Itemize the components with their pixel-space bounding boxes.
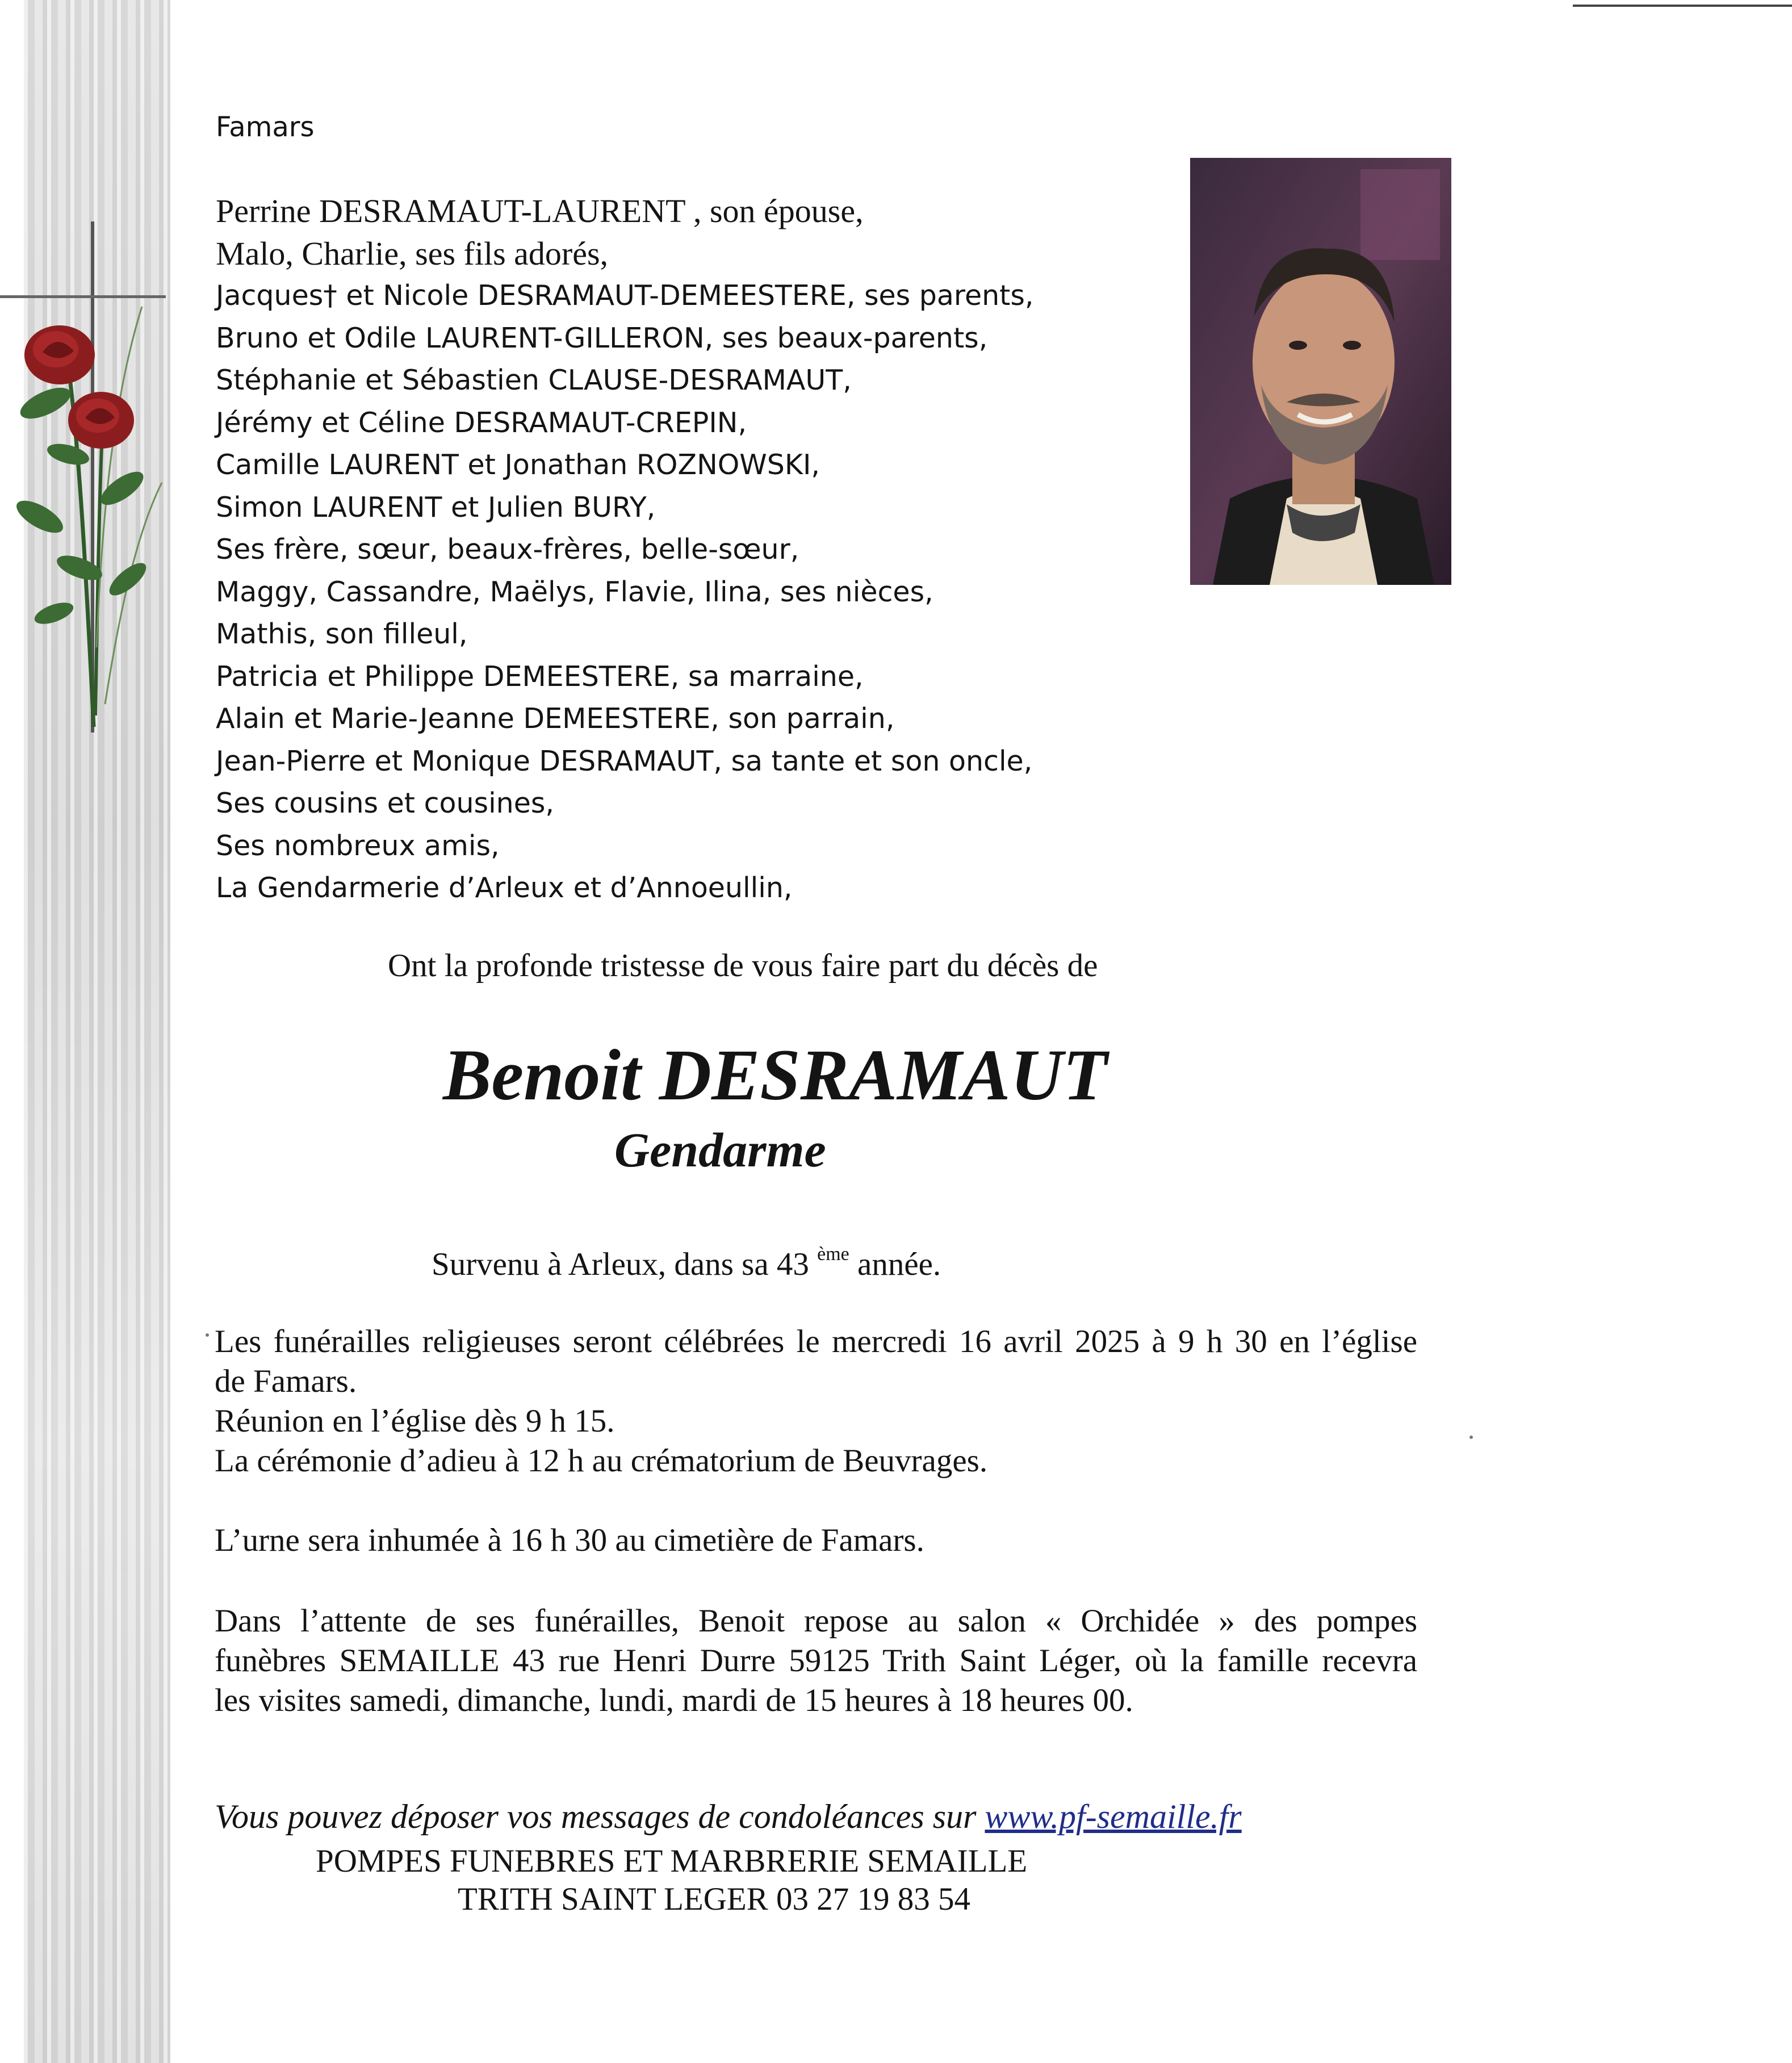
condolences-line bbox=[215, 1797, 1242, 1836]
visits-line: Dans l’attente de ses funérailles, Benoit repose au salon « Orchidée » des pompes bbox=[215, 1603, 1417, 1639]
urn-line: L’urne sera inhumée à 16 h 30 au cimetière de Famars. bbox=[215, 1522, 924, 1558]
condolences-link[interactable]: www.pf-semaille.fr bbox=[985, 1798, 1242, 1835]
age-line-text: Survenu à Arleux, dans sa 43 bbox=[432, 1246, 818, 1282]
family-line: Bruno et Odile LAURENT-GILLERON, ses beaux-parents, bbox=[216, 321, 988, 354]
family-line: Ses cousins et cousines, bbox=[216, 787, 554, 819]
age-line bbox=[432, 1244, 941, 1283]
family-line: Jacques† et Nicole DESRAMAUT-DEMEESTERE, ses parents, bbox=[216, 279, 1034, 312]
announcement-text: Ont la profonde tristesse de vous faire part du décès de bbox=[388, 948, 1098, 984]
funeral-line: de Famars. bbox=[215, 1363, 357, 1399]
family-line: Mathis, son filleul, bbox=[216, 618, 468, 650]
funeral-home-name: POMPES FUNEBRES ET MARBRERIE SEMAILLE bbox=[316, 1843, 1028, 1879]
family-line: Patricia et Philippe DEMEESTERE, sa marraine, bbox=[216, 660, 864, 693]
family-line: Jean-Pierre et Monique DESRAMAUT, sa tante et son oncle, bbox=[216, 744, 1033, 777]
family-line: Jérémy et Céline DESRAMAUT-CREPIN, bbox=[216, 406, 747, 439]
scan-speck bbox=[206, 1333, 209, 1337]
family-line: Maggy, Cassandre, Maëlys, Flavie, Ilina, ses nièces, bbox=[216, 575, 933, 608]
funeral-line: Les funérailles religieuses seront célébrées le mercredi 16 avril 2025 à 9 h 30 en l’église bbox=[215, 1324, 1417, 1359]
condolences-text: Vous pouvez déposer vos messages de condoléances sur bbox=[215, 1798, 985, 1835]
family-members-list bbox=[216, 190, 1181, 910]
age-line-superscript: ème bbox=[817, 1244, 849, 1265]
visits-line: les visites samedi, dimanche, lundi, mardi de 15 heures à 18 heures 00. bbox=[215, 1683, 1133, 1718]
locality-heading: Famars bbox=[216, 111, 315, 143]
visits-line: funèbres SEMAILLE 43 rue Henri Durre 59125 Trith Saint Léger, où la famille recevra bbox=[215, 1643, 1417, 1679]
scan-speck bbox=[1469, 1436, 1473, 1439]
funeral-line: La cérémonie d’adieu à 12 h au crématorium de Beuvrages. bbox=[215, 1443, 988, 1479]
family-line: Alain et Marie-Jeanne DEMEESTERE, son parrain, bbox=[216, 702, 895, 735]
age-line-end: année. bbox=[849, 1246, 941, 1282]
deceased-title: Gendarme bbox=[614, 1123, 826, 1177]
family-line: Simon LAURENT et Julien BURY, bbox=[216, 491, 656, 524]
family-line: Malo, Charlie, ses fils adorés, bbox=[216, 235, 609, 272]
family-line: Ses nombreux amis, bbox=[216, 829, 500, 862]
portrait-photo bbox=[1190, 158, 1451, 585]
family-line: Perrine DESRAMAUT-LAURENT , son épouse, bbox=[216, 193, 864, 229]
family-line: La Gendarmerie d’Arleux et d’Annoeullin, bbox=[216, 872, 793, 904]
family-line: Ses frère, sœur, beaux-frères, belle-sœur, bbox=[216, 533, 799, 566]
deceased-name: Benoit DESRAMAUT bbox=[443, 1035, 1108, 1115]
funeral-home-contact: TRITH SAINT LEGER 03 27 19 83 54 bbox=[458, 1881, 970, 1917]
family-line: Stéphanie et Sébastien CLAUSE-DESRAMAUT, bbox=[216, 364, 852, 396]
funeral-line: Réunion en l’église dès 9 h 15. bbox=[215, 1403, 615, 1439]
family-line: Camille LAURENT et Jonathan ROZNOWSKI, bbox=[216, 449, 820, 481]
